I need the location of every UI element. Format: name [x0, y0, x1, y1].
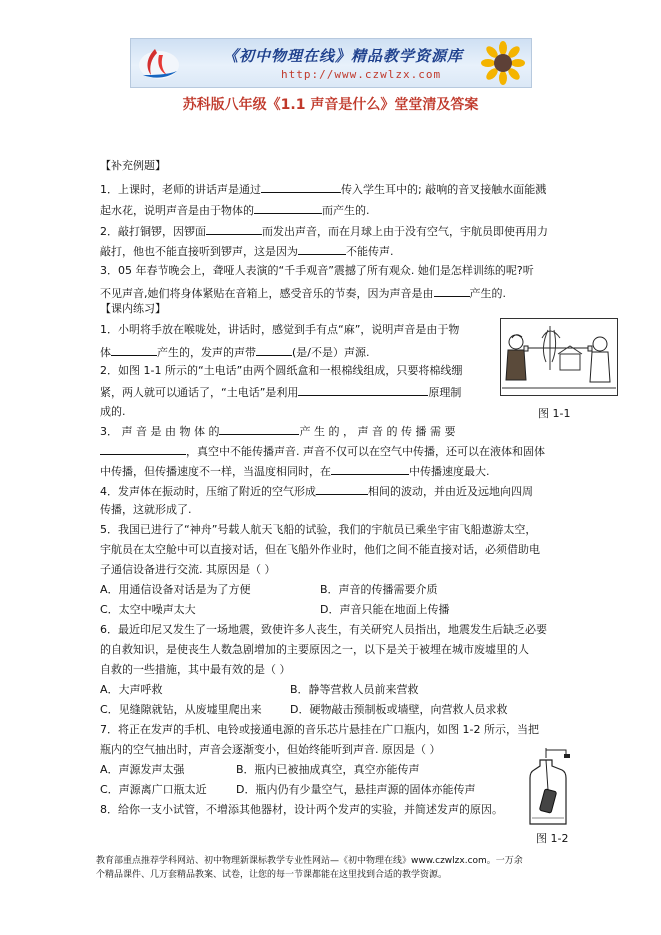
answer-blank[interactable] — [206, 223, 262, 235]
text: 2．敲打铜锣，因锣面 — [100, 225, 206, 238]
site-banner — [130, 38, 532, 88]
figure-1-2-caption: 图 1-2 — [536, 832, 569, 845]
question-p1-line1: 1．小明将手放在喉咙处，讲话时，感觉到手有点“麻”，说明声音是由于物 — [100, 323, 460, 336]
tin-can-telephone-figure — [500, 318, 618, 396]
question-p1-line2 — [100, 344, 370, 360]
answer-blank[interactable] — [261, 181, 341, 193]
bell-jar-figure — [526, 746, 572, 828]
answer-blank[interactable] — [254, 202, 322, 214]
text: 相间的波动，并由近及远地向四周 — [368, 485, 533, 498]
text: 传播，这就形成了 — [100, 503, 188, 516]
page-title: 苏科版八年级《1.1 声音是什么》堂堂清及答案 — [182, 97, 479, 113]
question-s2-line1 — [100, 223, 548, 239]
question-p3-line1 — [100, 423, 455, 439]
question-s3-line2 — [100, 285, 506, 301]
text: 起水花，说明声音是由于物体的 — [100, 204, 254, 217]
answer-blank[interactable] — [219, 423, 299, 435]
question-p6-line2: 的自救知识，是使丧生人数急剧增加的主要原因之一，以下是关于被埋在城市废墟里的人 — [100, 643, 529, 656]
option-p7-c[interactable]: C．声源离广口瓶太近 — [100, 783, 207, 796]
answer-blank[interactable] — [298, 384, 428, 396]
text: 4．发声体在振动时，压缩了附近的空气形成 — [100, 485, 316, 498]
option-p5-a[interactable]: A．用通信设备对话是为了方便 — [100, 583, 251, 596]
answer-blank[interactable] — [331, 463, 409, 475]
text: 产生的，发声的声带 — [157, 346, 256, 359]
text: 1．上课时，老师的讲话声是通过 — [100, 183, 261, 196]
question-p7-line1: 7．将正在发声的手机、电铃或接通电源的音乐芯片悬挂在广口瓶内，如图 1-2 所示，当把 — [100, 723, 539, 736]
text: 产生的. — [469, 287, 506, 300]
question-p5-line1: 5．我国已进行了“神舟”号载人航天飞船的试验，我们的宇航员已乘坐宇宙飞船遨游太空， — [100, 523, 537, 536]
option-p7-b[interactable]: B．瓶内已被抽成真空，真空亦能传声 — [236, 763, 420, 776]
option-p6-a[interactable]: A．大声呼救 — [100, 683, 163, 696]
option-p6-b[interactable]: B．静等营救人员前来营救 — [290, 683, 419, 696]
text: 产 生 的 ， 声 音 的 传 播 需 要 — [299, 425, 456, 438]
text: 而产生的. — [322, 204, 370, 217]
question-p6-line3: 自救的一些措施，其中最有效的是（ ） — [100, 663, 291, 676]
footer-line-1: 教育部重点推荐学科网站、初中物理新课标教学专业性网站—《初中物理在线》www.czwlzx.com。一万余 — [96, 856, 523, 866]
option-p6-d[interactable]: D．硬物敲击预制板或墙壁，向营救人员求救 — [290, 703, 508, 716]
answer-blank[interactable] — [316, 483, 368, 495]
text: 3． 声 音 是 由 物 体 的 — [100, 425, 220, 438]
text: (是/不是）声源. — [292, 346, 370, 359]
site-url[interactable]: http://www.czwlzx.com — [281, 68, 442, 81]
answer-blank[interactable] — [100, 443, 186, 455]
text: ，真空中不能传播声音. 声音不仅可以在空气中传播，还可以在液体和固体 — [186, 445, 545, 458]
text: . — [188, 503, 192, 516]
section-practice: 【课内练习】 — [100, 302, 166, 315]
question-p5-line3: 子通信设备进行交流. 其原因是（ ） — [100, 563, 276, 576]
text: 紧，两人就可以通话了，“土电话”是利用 — [100, 386, 299, 399]
question-s2-line2 — [100, 243, 394, 259]
text: 中传播，但传播速度不一样，当温度相同时，在 — [100, 465, 331, 478]
option-p6-c[interactable]: C．见缝隙就钻，从废墟里爬出来 — [100, 703, 262, 716]
answer-blank[interactable] — [434, 285, 470, 297]
question-p2-line3: 成的. — [100, 405, 126, 418]
question-p7-line2: 瓶内的空气抽出时，声音会逐渐变小，但始终能听到声音. 原因是（ ） — [100, 743, 441, 756]
question-p5-line2: 宇航员在太空舱中可以直接对话，但在飞船外作业时，他们之间不能直接对话，必须借助电 — [100, 543, 540, 556]
sunflower-icon — [481, 41, 525, 85]
option-p5-d[interactable]: D．声音只能在地面上传播 — [320, 603, 450, 616]
option-p7-a[interactable]: A．声源发声太强 — [100, 763, 185, 776]
question-p2-line1: 2．如图 1-1 所示的“土电话”由两个圆纸盒和一根棉线组成，只要将棉线绷 — [100, 364, 463, 377]
site-name: 《初中物理在线》精品教学资源库 — [223, 47, 464, 65]
text: 而发出声音，而在月球上由于没有空气，宇航员即使再用力 — [262, 225, 548, 238]
text: 中传播速度最大. — [409, 465, 490, 478]
question-s1-line2 — [100, 202, 370, 218]
section-supplement: 【补充例题】 — [100, 159, 166, 172]
option-p5-b[interactable]: B．声音的传播需要介质 — [320, 583, 438, 596]
footer-line-2: 个精品课件、几万套精品教案、试卷，让您的每一节课都能在这里找到合适的教学资源。 — [96, 870, 448, 880]
text: 体 — [100, 346, 111, 359]
site-logo-icon — [137, 45, 181, 81]
question-p3-line3 — [100, 463, 490, 479]
answer-blank[interactable] — [111, 344, 157, 356]
text: 敲打，他也不能直接听到锣声，这是因为 — [100, 245, 298, 258]
question-p4-line1 — [100, 483, 533, 499]
text: 传入学生耳中的; 敲响的音叉接触水面能溅 — [341, 183, 547, 196]
text: 原理制 — [428, 386, 462, 399]
option-p5-c[interactable]: C．太空中噪声太大 — [100, 603, 196, 616]
question-p2-line2 — [100, 384, 461, 400]
question-p3-line2 — [100, 443, 545, 459]
answer-blank[interactable] — [256, 344, 292, 356]
question-s3-line1: 3．05 年春节晚会上，聋哑人表演的“千手观音”震撼了所有观众. 她们是怎样训练的呢?听 — [100, 264, 534, 277]
question-p6-line1: 6．最近印尼又发生了一场地震，致使许多人丧生，有关研究人员指出，地震发生后缺乏必要 — [100, 623, 547, 636]
option-p7-d[interactable]: D．瓶内仍有少量空气，悬挂声源的固体亦能传声 — [236, 783, 476, 796]
question-p4-line2 — [100, 503, 192, 517]
question-s1-line1 — [100, 181, 546, 197]
question-p8-line1: 8．给你一支小试管，不增添其他器材，设计两个发声的实验，并简述发声的原因。 — [100, 803, 503, 816]
answer-blank[interactable] — [298, 243, 346, 255]
figure-1-1-caption: 图 1-1 — [538, 407, 571, 420]
text: 不能传声. — [346, 245, 394, 258]
text: 不见声音,她们将身体紧贴在音箱上，感受音乐的节奏，因为声音是由 — [100, 287, 434, 300]
